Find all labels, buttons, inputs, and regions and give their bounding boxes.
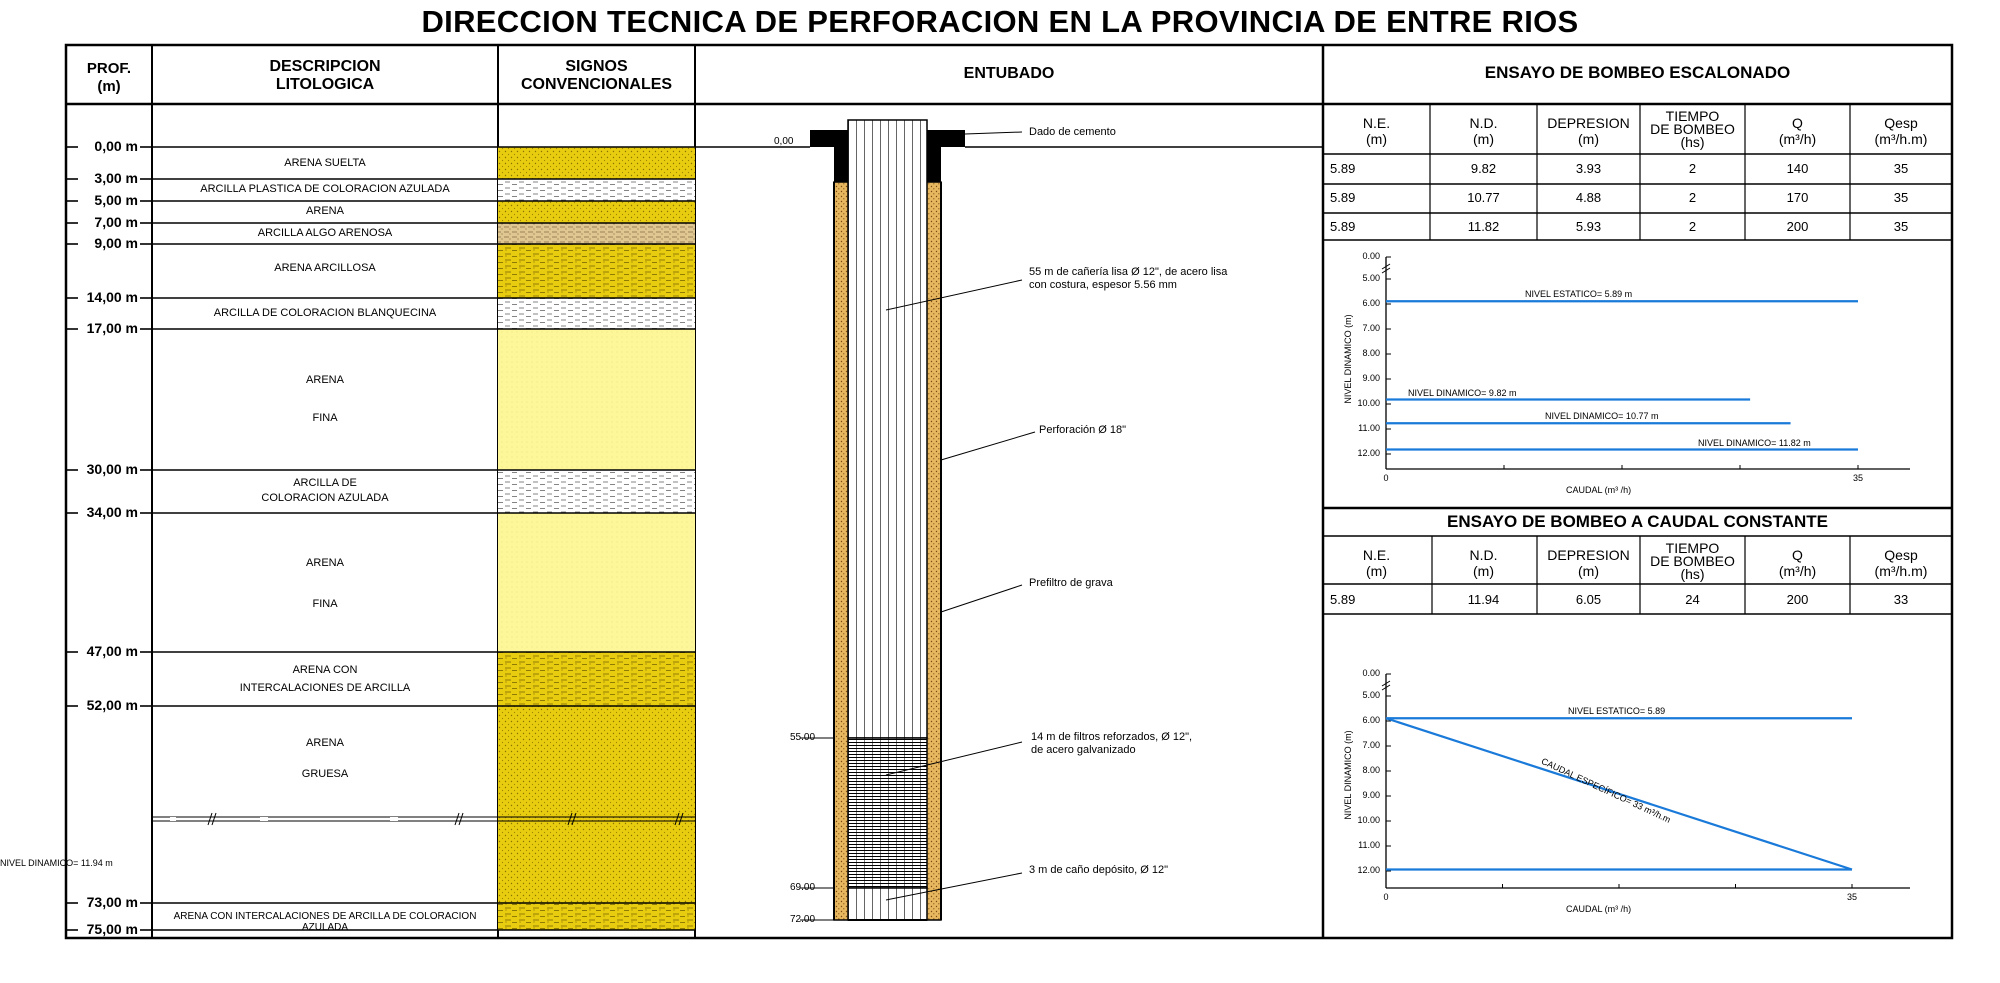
depth-label: 34,00 m xyxy=(86,504,138,520)
x-tick-label: 35 xyxy=(1852,473,1863,483)
header-line: (m) xyxy=(1473,563,1494,579)
table-cell: 200 xyxy=(1786,592,1809,607)
page-title: DIRECCION TECNICA DE PERFORACION EN LA PROVINCIA DE ENTRE RIOS xyxy=(421,4,1579,39)
header-descripcion: DESCRIPCION xyxy=(269,58,381,75)
header-line: N.D. xyxy=(1469,115,1498,131)
depth-label: 5,00 m xyxy=(94,192,138,208)
table-header-cell xyxy=(1430,115,1537,147)
table-cell: 35 xyxy=(1893,190,1909,205)
annotation-perforation: Perforación Ø 18" xyxy=(1039,424,1127,436)
header-prof: PROF. xyxy=(86,60,132,77)
header-line: Qesp xyxy=(1884,115,1918,131)
table-header-cell xyxy=(1537,547,1640,579)
header-line: (m³/h) xyxy=(1778,563,1817,579)
annotation-cement: Dado de cemento xyxy=(1029,126,1116,138)
table-cell: 35 xyxy=(1893,161,1909,176)
table-header-cell xyxy=(1640,542,1745,581)
annotation-prefilter: Prefiltro de grava xyxy=(1029,577,1113,589)
header-line: DE BOMBEO xyxy=(1650,121,1735,137)
layer-description: COLORACION AZULADA xyxy=(261,492,389,504)
annotation-filters: de acero galvanizado xyxy=(1031,744,1136,756)
table-header-cell xyxy=(1640,110,1745,149)
y-tick-label: 8.00 xyxy=(1362,765,1380,775)
table-cell: 33 xyxy=(1893,592,1909,607)
layer-description: INTERCALACIONES DE ARCILLA xyxy=(239,682,411,694)
table-cell: 2 xyxy=(1688,190,1697,205)
header-line: (hs) xyxy=(1680,134,1705,150)
header-line: Qesp xyxy=(1884,547,1918,563)
table-cell: 10.77 xyxy=(1467,190,1500,205)
layer-description: ARENA ARCILLOSA xyxy=(274,262,376,274)
header-line: (hs) xyxy=(1680,566,1705,582)
series-label: NIVEL ESTATICO= 5.89 m xyxy=(1525,289,1633,300)
header-line: Q xyxy=(1792,115,1803,131)
layer-description: ARENA xyxy=(306,205,344,217)
layer-description: ARENA CON INTERCALACIONES DE ARCILLA DE COLORACION AZULADA xyxy=(173,911,477,933)
header-line: (m³/h) xyxy=(1778,131,1817,147)
casing-depth-label: 72.00 xyxy=(790,914,816,925)
layer-description: ARENA SUELTA xyxy=(284,157,366,169)
y-tick-label: 5.00 xyxy=(1362,690,1380,700)
y-tick-label: 0.00 xyxy=(1362,251,1380,261)
series-label: NIVEL DINAMICO= 10.77 m xyxy=(1545,411,1659,422)
table-cell: 5.89 xyxy=(1330,190,1356,205)
table-cell: 200 xyxy=(1786,219,1809,234)
table-cell: 3.93 xyxy=(1575,161,1602,176)
y-tick-label: 9.00 xyxy=(1362,373,1380,383)
depth-label: 7,00 m xyxy=(94,214,138,230)
layer-description: ARCILLA DE COLORACION BLANQUECINA xyxy=(213,307,437,319)
table-header-cell xyxy=(1430,547,1537,579)
y-tick-label: 11.00 xyxy=(1358,423,1380,433)
table-header-cell xyxy=(1850,547,1952,579)
depth-label: 75,00 m xyxy=(86,921,138,937)
depth-label: 30,00 m xyxy=(86,461,138,477)
header-line: DE BOMBEO xyxy=(1650,553,1735,569)
layer-description: ARCILLA ALGO ARENOSA xyxy=(257,227,393,239)
table-cell: 170 xyxy=(1786,190,1809,205)
header-line: (m) xyxy=(1578,563,1599,579)
table-cell: 140 xyxy=(1786,161,1809,176)
table-header-cell xyxy=(1850,115,1952,147)
table-cell: 5.93 xyxy=(1575,219,1602,234)
header-line: (m³/h.m) xyxy=(1874,131,1928,147)
layer-description: GRUESA xyxy=(301,768,349,780)
series-label: NIVEL DINAMICO= 9.82 m xyxy=(1408,387,1517,398)
table-cell: 6.05 xyxy=(1575,592,1602,607)
header-signos: SIGNOS xyxy=(565,58,628,75)
table-cell: 2 xyxy=(1688,161,1697,176)
escalonado-chart xyxy=(1382,257,1910,469)
layer-description: ARENA xyxy=(306,557,344,569)
y-tick-label: 6.00 xyxy=(1362,715,1380,725)
layer-description: ARCILLA PLASTICA DE COLORACION AZULADA xyxy=(200,183,450,195)
table-cell: 5.89 xyxy=(1330,592,1356,607)
header-line: N.D. xyxy=(1469,547,1498,563)
y-tick-label: 7.00 xyxy=(1362,740,1380,750)
y-tick-label: 7.00 xyxy=(1362,323,1380,333)
y-tick-label: 8.00 xyxy=(1362,348,1380,358)
header-line: Q xyxy=(1792,547,1803,563)
y-tick-label: 10.00 xyxy=(1357,398,1380,408)
series-label: NIVEL ESTATICO= 5.89 xyxy=(1568,706,1666,717)
casing-depth-label: 55.00 xyxy=(790,732,816,743)
header-line: (m) xyxy=(1578,131,1599,147)
annotation-casing: 55 m de cañería lisa Ø 12", de acero lisa xyxy=(1029,266,1228,278)
header-line: TIEMPO xyxy=(1665,108,1720,124)
table-cell: 5.89 xyxy=(1330,161,1356,176)
annotation-casing: con costura, espesor 5.56 mm xyxy=(1029,279,1177,291)
x-axis-label: CAUDAL (m³ /h) xyxy=(1566,904,1632,914)
header-convencionales: CONVENCIONALES xyxy=(520,76,673,93)
layer-description: ARENA xyxy=(306,737,344,749)
header-line: DEPRESION xyxy=(1547,115,1630,131)
table-cell: 5.89 xyxy=(1330,219,1356,234)
layer-description: FINA xyxy=(312,412,338,424)
y-tick-label: 12.00 xyxy=(1357,448,1380,458)
table-cell: 35 xyxy=(1893,219,1909,234)
header-line: N.E. xyxy=(1362,115,1391,131)
y-tick-label: 9.00 xyxy=(1362,790,1380,800)
header-litologica: LITOLOGICA xyxy=(275,76,375,93)
x-tick-label: 0 xyxy=(1383,892,1389,902)
table-cell: 11.94 xyxy=(1467,592,1500,607)
depth-label: 14,00 m xyxy=(86,289,138,305)
depth-label: 52,00 m xyxy=(86,697,138,713)
x-axis-label: CAUDAL (m³ /h) xyxy=(1566,485,1632,495)
annotation-filters: 14 m de filtros reforzados, Ø 12", xyxy=(1031,731,1193,743)
series-label: NIVEL DINAMICO= 11.82 m xyxy=(1698,437,1811,448)
layer-description: ARENA CON xyxy=(292,664,358,676)
header-line: TIEMPO xyxy=(1665,540,1720,556)
table-header-cell xyxy=(1537,115,1640,147)
header-line: (m³/h.m) xyxy=(1874,563,1928,579)
header-prof-unit: (m) xyxy=(97,78,121,95)
x-tick-label: 35 xyxy=(1846,892,1857,902)
annotation-sump: 3 m de caño depósito, Ø 12" xyxy=(1029,864,1169,876)
y-tick-label: 6.00 xyxy=(1362,298,1380,308)
y-tick-label: 0.00 xyxy=(1362,668,1380,678)
header-entubado: ENTUBADO xyxy=(963,65,1055,82)
header-line: (m) xyxy=(1366,131,1387,147)
casing-depth-label: 0,00 xyxy=(774,136,794,147)
header-line: (m) xyxy=(1366,563,1387,579)
y-tick-label: 12.00 xyxy=(1357,865,1380,875)
table-header-cell xyxy=(1323,115,1430,147)
table-header-cell xyxy=(1745,547,1850,579)
series-label: NIVEL DINAMICO= 11.94 m xyxy=(0,857,113,868)
layer-description: ARENA xyxy=(306,374,344,386)
header-line: (m) xyxy=(1473,131,1494,147)
header-line: N.E. xyxy=(1362,547,1391,563)
depth-label: 17,00 m xyxy=(86,320,138,336)
table-cell: 9.82 xyxy=(1470,161,1497,176)
depth-label: 73,00 m xyxy=(86,894,138,910)
depth-label: 9,00 m xyxy=(94,235,138,251)
x-tick-label: 0 xyxy=(1383,473,1389,483)
header-escalonado: ENSAYO DE BOMBEO ESCALONADO xyxy=(1484,63,1791,82)
header-line: DEPRESION xyxy=(1547,547,1630,563)
table-cell: 4.88 xyxy=(1575,190,1602,205)
table-header-cell xyxy=(1745,115,1850,147)
y-tick-label: 11.00 xyxy=(1358,840,1380,850)
depth-label: 0,00 m xyxy=(94,138,138,154)
table-header-cell xyxy=(1323,547,1430,579)
depth-label: 47,00 m xyxy=(86,643,138,659)
y-tick-label: 10.00 xyxy=(1357,815,1380,825)
series-label: CAUDAL ESPECÍFICO= 33 m³/h.m xyxy=(1539,756,1673,825)
layer-description: ARCILLA DE xyxy=(293,477,357,489)
y-tick-label: 5.00 xyxy=(1362,273,1380,283)
casing-depth-label: 69.00 xyxy=(790,882,816,893)
header-constante: ENSAYO DE BOMBEO A CAUDAL CONSTANTE xyxy=(1447,512,1828,531)
depth-label: 3,00 m xyxy=(94,170,138,186)
table-cell: 11.82 xyxy=(1467,219,1500,234)
layer-description: FINA xyxy=(312,598,338,610)
table-cell: 24 xyxy=(1685,592,1700,607)
table-cell: 2 xyxy=(1688,219,1697,234)
y-axis-label: NIVEL DINAMICO (m) xyxy=(1343,730,1353,820)
y-axis-label: NIVEL DINAMICO (m) xyxy=(1343,314,1353,404)
